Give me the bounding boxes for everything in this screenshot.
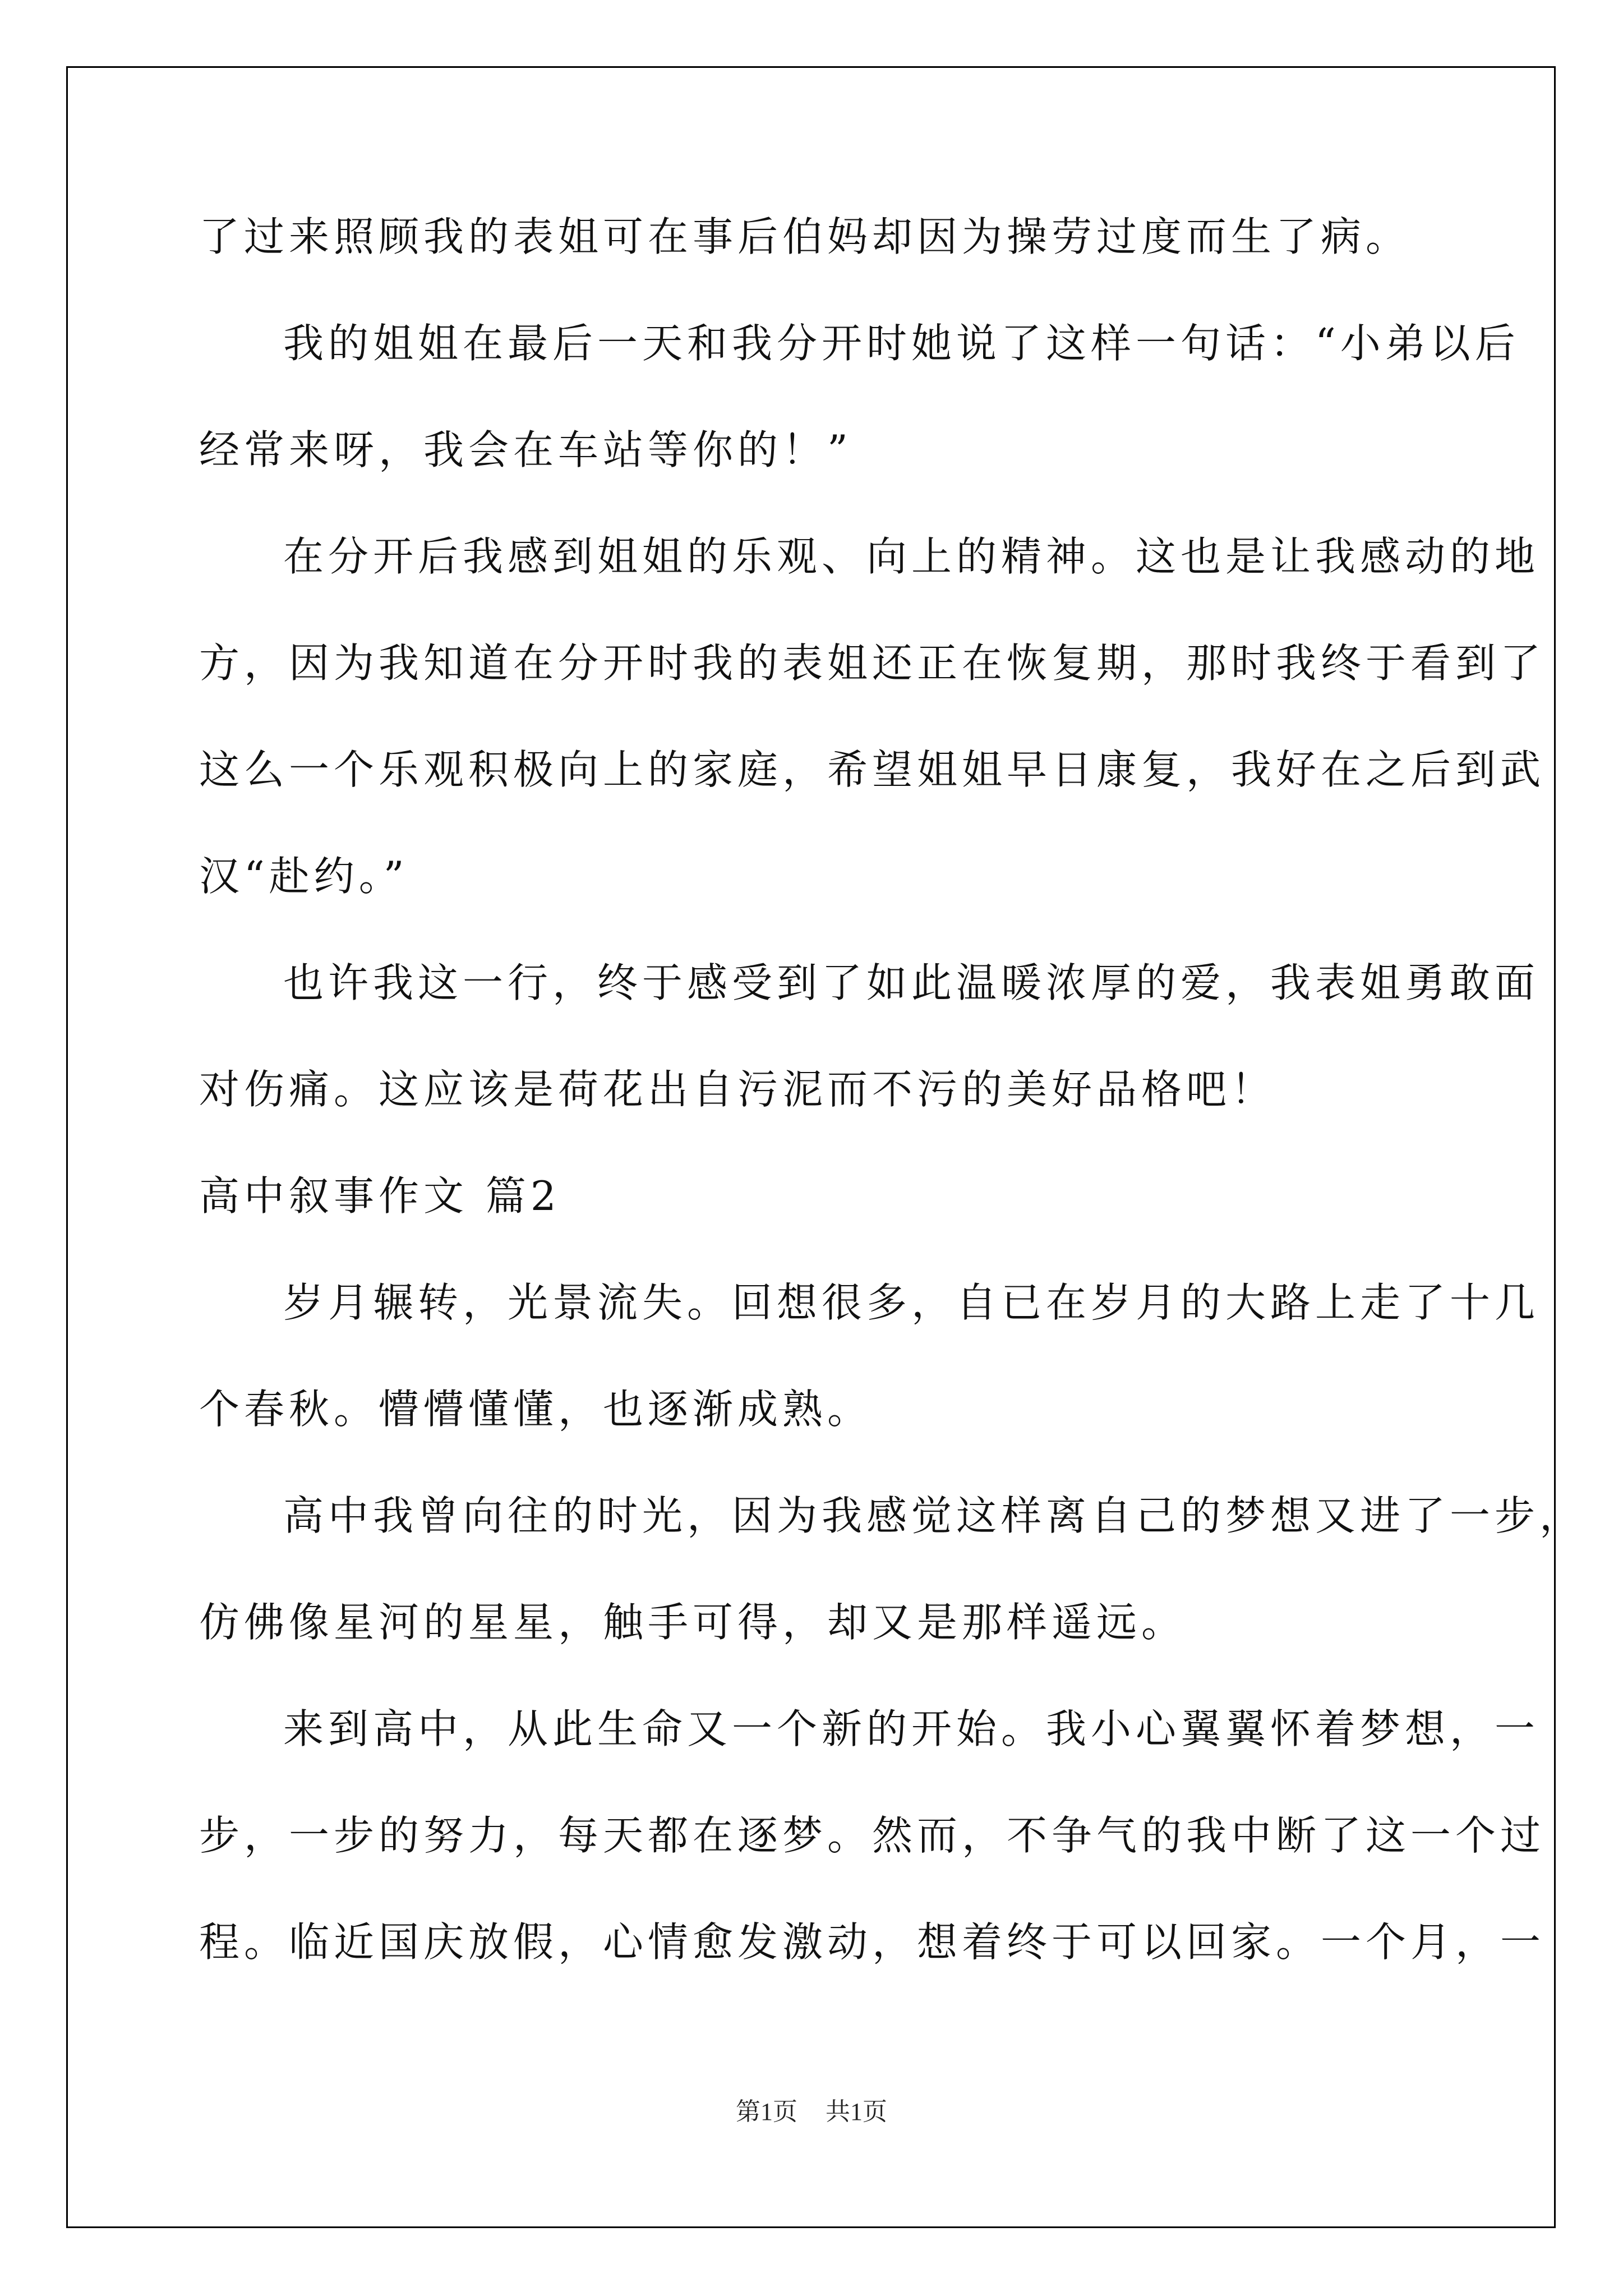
text-line: 来到高中，从此生命又一个新的开始。我小心翼翼怀着梦想，一 bbox=[283, 1705, 1540, 1752]
text-line: 我的姐姐在最后一天和我分开时她说了这样一句话：“小弟以后 bbox=[283, 320, 1520, 367]
document-body bbox=[199, 203, 1585, 2015]
text-line: 步，一步的努力，每天都在逐梦。然而，不争气的我中断了这一个过 bbox=[199, 1812, 1546, 1859]
text-line: 这么一个乐观积极向上的家庭，希望姐姐早日康复，我好在之后到武 bbox=[199, 746, 1546, 793]
text-line: 对伤痛。这应该是荷花出自污泥而不污的美好品格吧！ bbox=[199, 1066, 1276, 1113]
text-line: 高中我曾向往的时光，因为我感觉这样离自己的梦想又进了一步， bbox=[283, 1492, 1585, 1539]
text-line: 仿佛像星河的星星，触手可得，却又是那样遥远。 bbox=[199, 1599, 1187, 1646]
page-number-total: 共1页 bbox=[826, 2098, 887, 2125]
page-number-current: 第1页 bbox=[736, 2098, 797, 2125]
text-line: 汉“赴约。” bbox=[199, 853, 409, 900]
text-line: 经常来呀，我会在车站等你的！” bbox=[199, 426, 852, 473]
section-heading: 高中叙事作文 篇2 bbox=[199, 1172, 561, 1220]
text-line: 程。临近国庆放假，心情愈发激动，想着终于可以回家。一个月，一 bbox=[199, 1918, 1546, 1966]
text-line: 了过来照顾我的表姐可在事后伯妈却因为操劳过度而生了病。 bbox=[199, 213, 1411, 260]
text-line: 个春秋。懵懵懂懂，也逐渐成熟。 bbox=[199, 1386, 873, 1433]
text-line: 方，因为我知道在分开时我的表姐还正在恢复期，那时我终于看到了 bbox=[199, 639, 1546, 687]
text-line: 岁月辗转，光景流失。回想很多，自已在岁月的大路上走了十几 bbox=[283, 1279, 1540, 1326]
page-footer bbox=[0, 2091, 1623, 2127]
text-line: 也许我这一行，终于感受到了如此温暖浓厚的爱，我表姐勇敢面 bbox=[283, 959, 1540, 1006]
text-line: 在分开后我感到姐姐的乐观、向上的精神。这也是让我感动的地 bbox=[283, 533, 1540, 580]
